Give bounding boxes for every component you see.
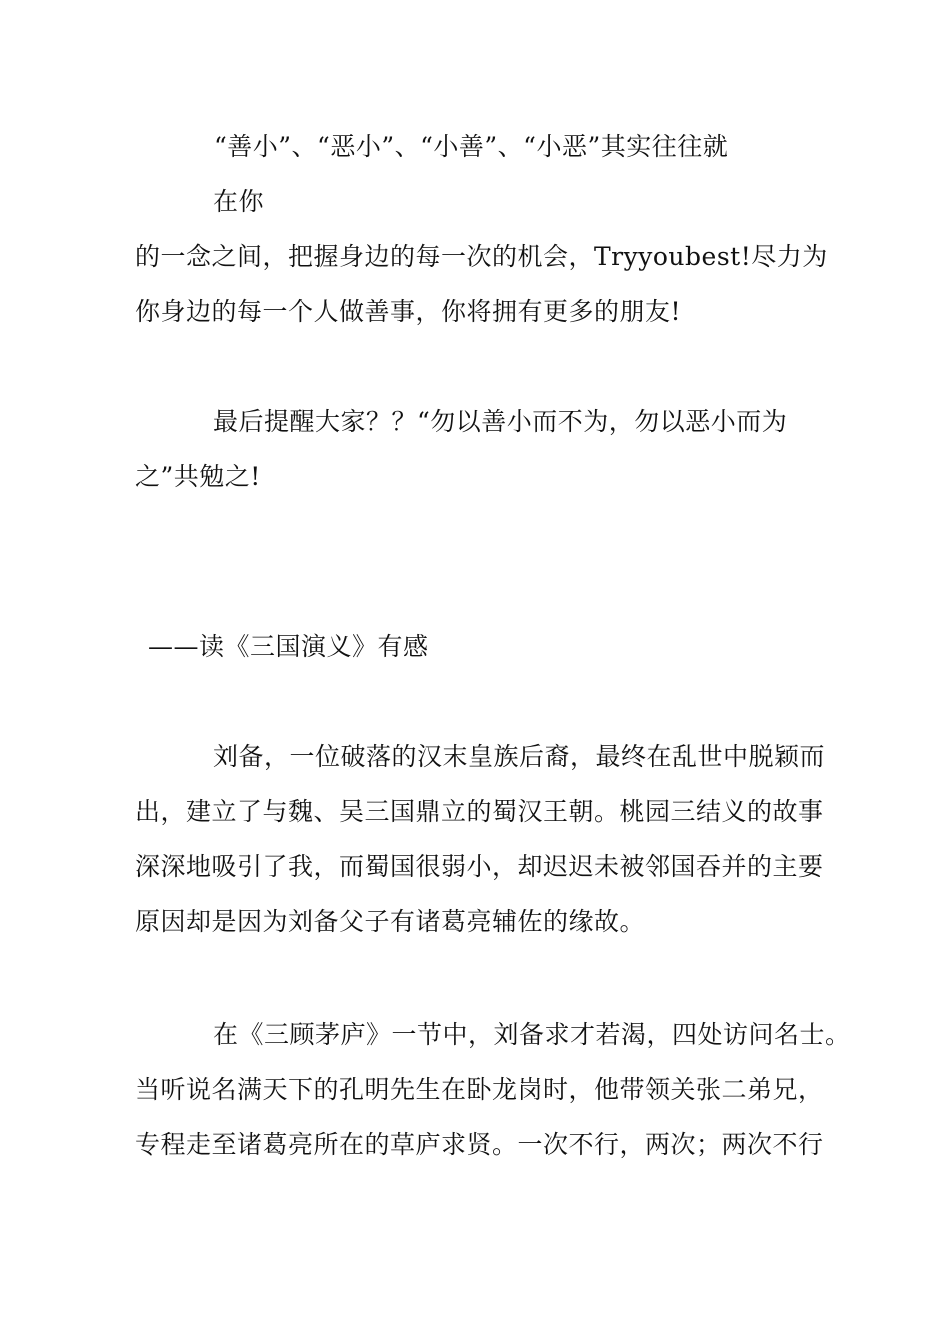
- text-line: 最后提醒大家？？“勿以善小而不为，勿以恶小而为: [213, 407, 788, 436]
- text-line: 你身边的每一个人做善事，你将拥有更多的朋友!: [135, 297, 682, 326]
- text-line: 的一念之间，把握身边的每一次的机会，Tryyoubest!尽力为: [135, 242, 828, 271]
- text-line: 在《三顾茅庐》一节中，刘备求才若渴，四处访问名士。: [213, 1020, 851, 1049]
- text-line: 之”共勉之!: [135, 462, 261, 491]
- text-line: 原因却是因为刘备父子有诸葛亮辅佐的缘故。: [135, 907, 646, 936]
- text-line: 当听说名满天下的孔明先生在卧龙岗时，他带领关张二弟兄，: [135, 1075, 824, 1104]
- text-line: 刘备，一位破落的汉末皇族后裔，最终在乱世中脱颖而: [213, 742, 826, 771]
- text-line: 出，建立了与魏、吴三国鼎立的蜀汉王朝。桃园三结义的故事: [135, 797, 824, 826]
- section-heading: ——读《三国演义》有感: [148, 632, 429, 661]
- text-line: “善小”、“恶小”、“小善”、“小恶”其实往往就: [214, 132, 729, 161]
- text-line: 在你: [213, 187, 265, 216]
- text-line: 专程走至诸葛亮所在的草庐求贤。一次不行，两次；两次不行: [135, 1130, 824, 1159]
- text-line: 深深地吸引了我，而蜀国很弱小，却迟迟未被邻国吞并的主要: [135, 852, 824, 881]
